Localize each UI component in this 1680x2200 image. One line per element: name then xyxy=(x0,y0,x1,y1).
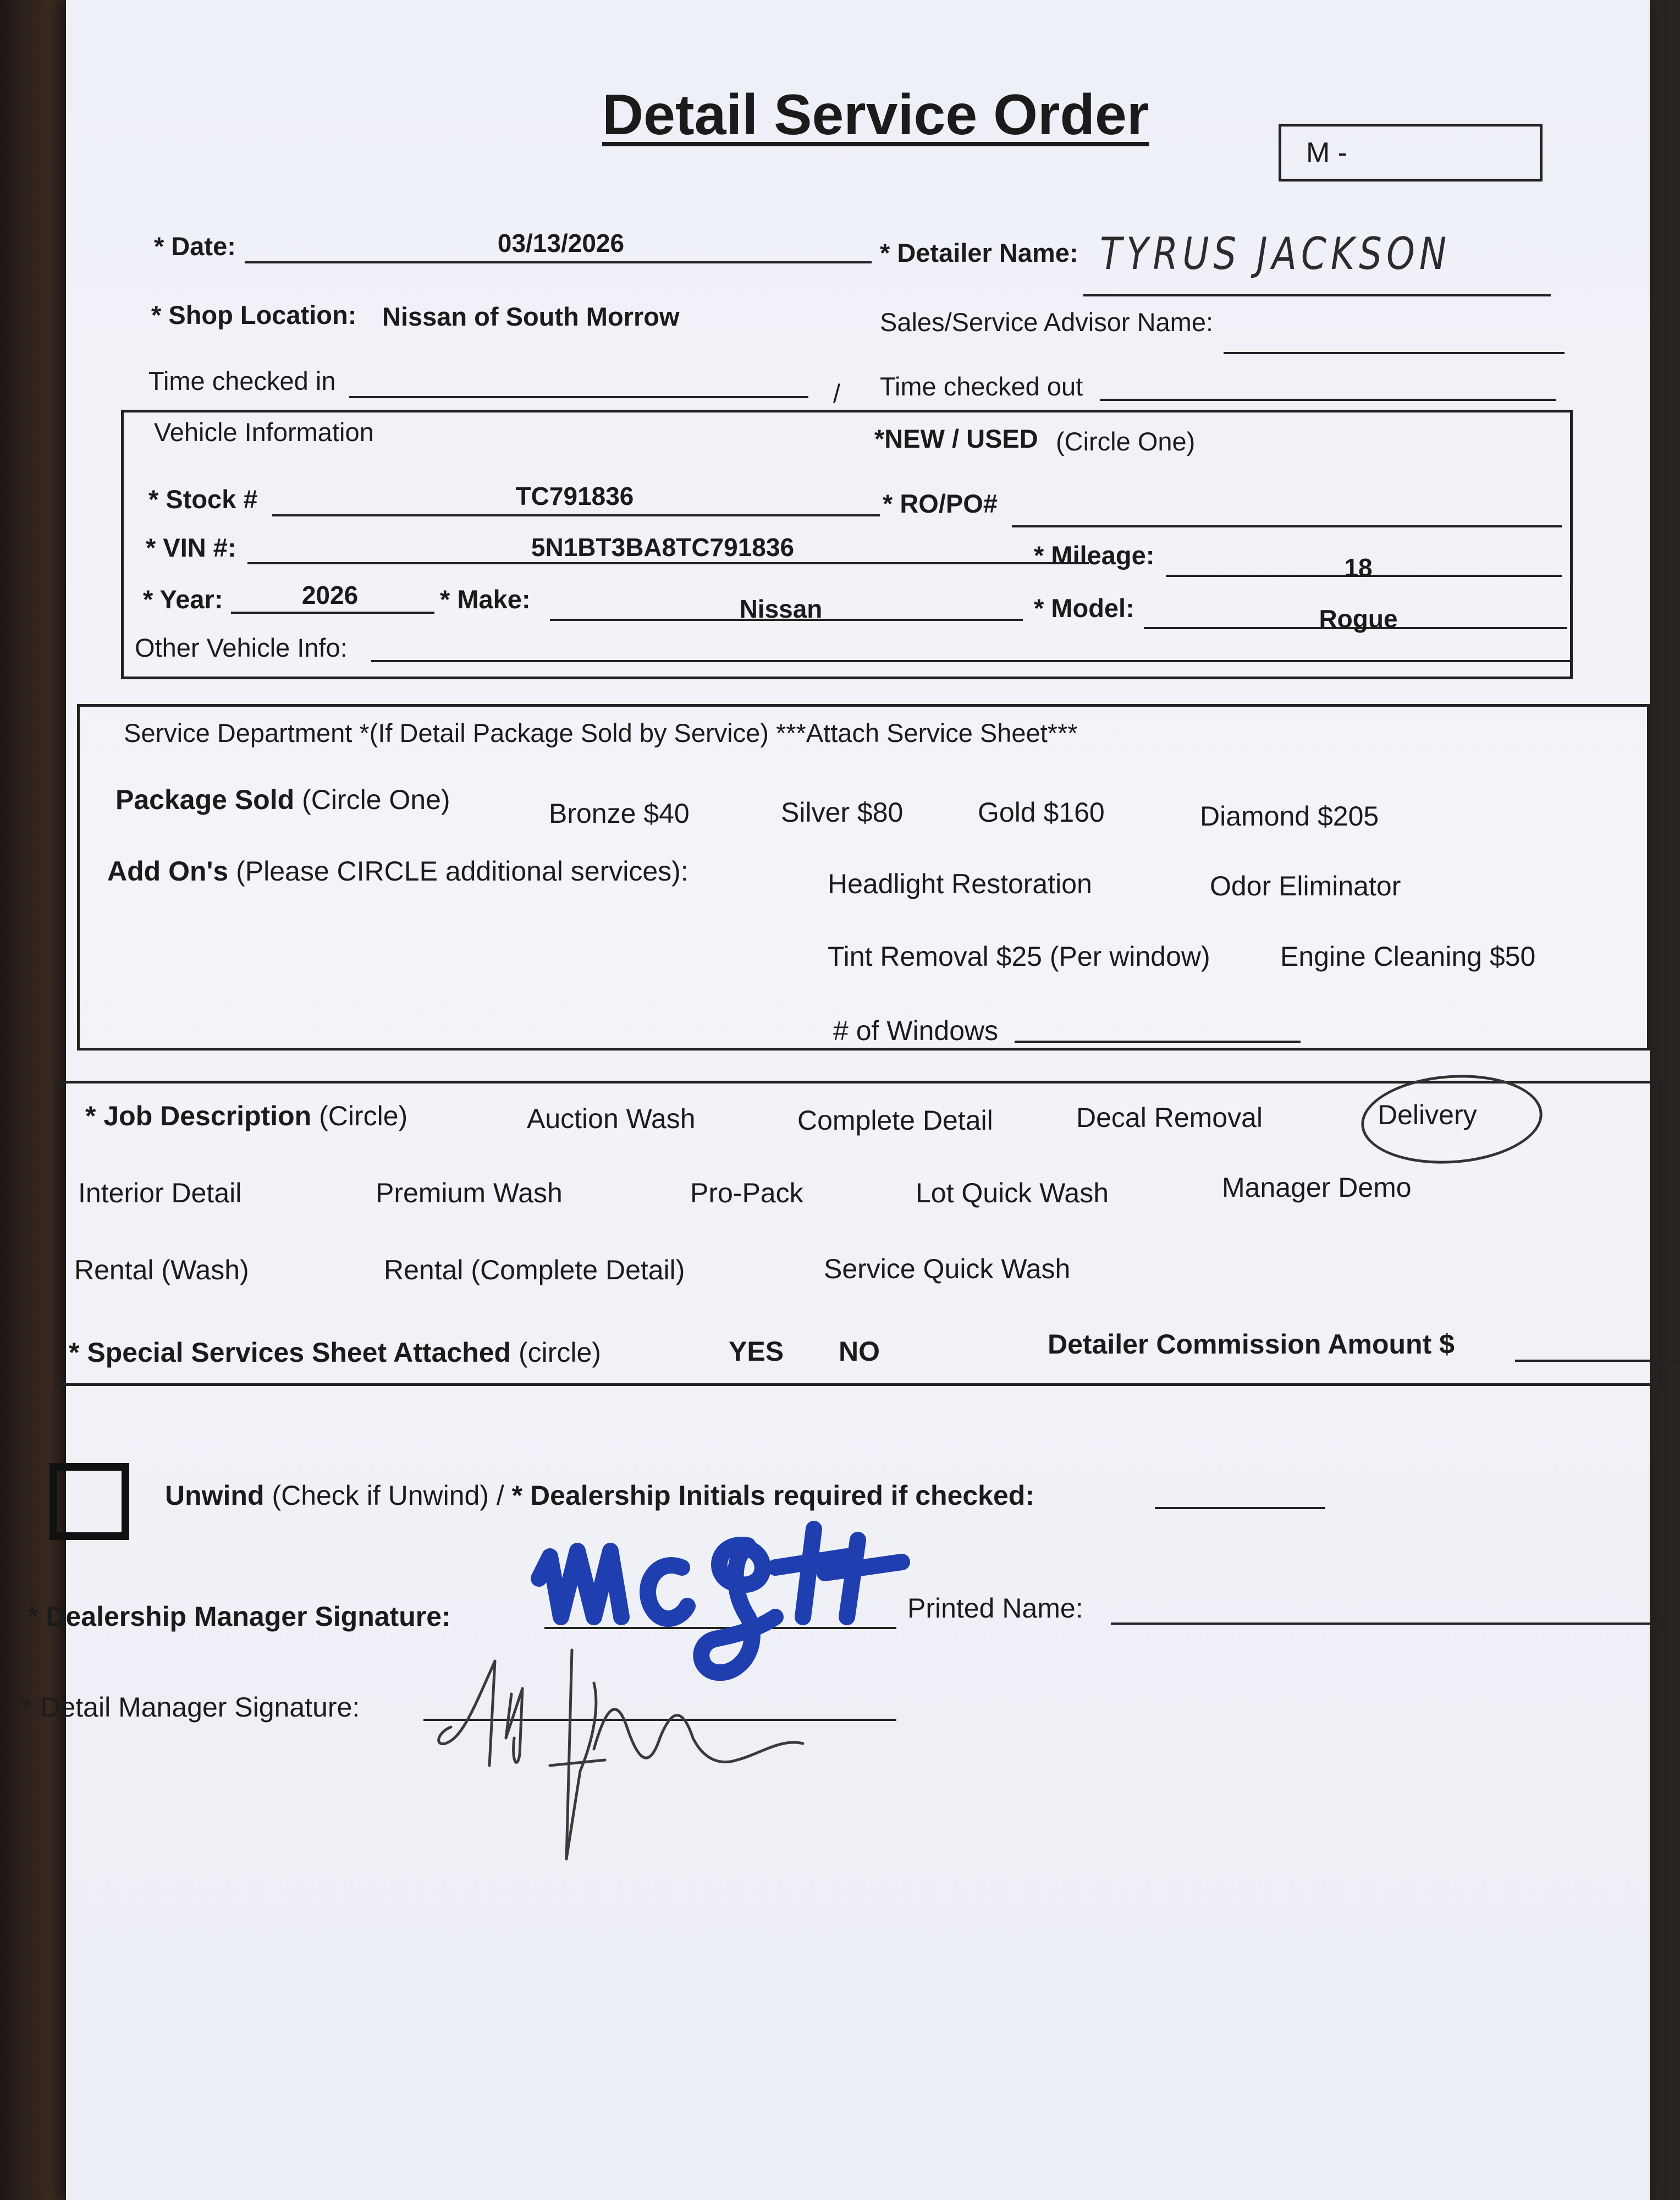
manager-signature-label: * Dealership Manager Signature: xyxy=(27,1601,451,1632)
date-line xyxy=(245,261,872,263)
package-silver[interactable]: Silver $80 xyxy=(781,797,904,828)
job-manager-demo[interactable]: Manager Demo xyxy=(1222,1172,1412,1203)
service-order-paper xyxy=(22,0,1650,2200)
ro-po-label: * RO/PO# xyxy=(883,489,998,518)
vin-line xyxy=(247,562,1089,564)
detail-manager-signature-label: * Detail Manager Signature: xyxy=(22,1692,360,1723)
addon-headlight[interactable]: Headlight Restoration xyxy=(828,868,1092,899)
special-yes[interactable]: YES xyxy=(729,1336,784,1367)
detail-manager-signature xyxy=(429,1628,841,1876)
addon-odor[interactable]: Odor Eliminator xyxy=(1210,871,1401,901)
printed-name-line xyxy=(1111,1623,1661,1625)
addons-text: Add On's xyxy=(107,856,229,887)
job-premium-wash[interactable]: Premium Wash xyxy=(376,1178,563,1208)
package-sold-hint: (Circle One) xyxy=(302,784,450,815)
windows-line xyxy=(1015,1041,1301,1043)
advisor-label: Sales/Service Advisor Name: xyxy=(880,307,1214,337)
job-lot-quick-wash[interactable]: Lot Quick Wash xyxy=(916,1178,1109,1208)
package-gold[interactable]: Gold $160 xyxy=(978,797,1105,828)
time-separator: / xyxy=(833,379,841,408)
unwind-checkbox[interactable] xyxy=(49,1463,129,1540)
model-label: * Model: xyxy=(1034,593,1134,623)
stock-label: * Stock # xyxy=(148,485,258,514)
make-value[interactable]: Nissan xyxy=(739,595,823,623)
vin-value[interactable]: 5N1BT3BA8TC791836 xyxy=(531,533,795,562)
time-in-label: Time checked in xyxy=(148,366,336,395)
other-info-line xyxy=(371,660,1570,662)
time-in-line xyxy=(349,396,808,398)
make-label: * Make: xyxy=(440,585,531,614)
order-number-box[interactable]: M - xyxy=(1279,124,1543,182)
vehicle-section-label: Vehicle Information xyxy=(154,417,374,447)
year-value[interactable]: 2026 xyxy=(301,581,359,609)
job-hint: (Circle) xyxy=(319,1101,408,1131)
job-auction-wash[interactable]: Auction Wash xyxy=(527,1103,696,1134)
ro-po-line xyxy=(1012,525,1562,527)
package-sold-text: Package Sold xyxy=(115,784,295,815)
unwind-hint: (Check if Unwind) / xyxy=(272,1480,512,1511)
stock-value[interactable]: TC791836 xyxy=(515,482,634,510)
special-hint: (circle) xyxy=(518,1337,601,1368)
addons-hint: (Please CIRCLE additional services): xyxy=(236,856,688,887)
package-diamond[interactable]: Diamond $205 xyxy=(1200,801,1379,832)
commission-label: Detailer Commission Amount $ xyxy=(1048,1329,1455,1360)
addons-label xyxy=(107,855,688,887)
advisor-line xyxy=(1224,352,1565,354)
special-no[interactable]: NO xyxy=(839,1336,880,1367)
service-dept-header: Service Department *(If Detail Package Sold by Service) ***Attach Service Sheet*** xyxy=(124,718,1078,747)
addon-engine[interactable]: Engine Cleaning $50 xyxy=(1280,941,1536,972)
job-decal-removal[interactable]: Decal Removal xyxy=(1076,1102,1263,1133)
job-interior-detail[interactable]: Interior Detail xyxy=(78,1178,242,1208)
job-rental-complete[interactable]: Rental (Complete Detail) xyxy=(384,1255,685,1285)
time-out-line xyxy=(1100,399,1556,401)
stock-line xyxy=(272,514,880,516)
job-description-label xyxy=(85,1100,407,1132)
shop-location-label: * Shop Location: xyxy=(151,300,357,329)
detailer-name-label: * Detailer Name: xyxy=(880,238,1078,267)
job-service-quick-wash[interactable]: Service Quick Wash xyxy=(824,1253,1071,1284)
new-used-hint: (Circle One) xyxy=(1056,427,1196,456)
printed-name-label: Printed Name: xyxy=(907,1593,1083,1624)
job-delivery[interactable]: Delivery xyxy=(1378,1099,1477,1130)
date-label: * Date: xyxy=(154,232,236,261)
form-title: Detail Service Order xyxy=(602,83,1149,147)
detailer-name-line xyxy=(1083,294,1551,296)
windows-label: # of Windows xyxy=(833,1015,999,1046)
job-pro-pack[interactable]: Pro-Pack xyxy=(690,1178,803,1208)
new-used-label[interactable]: *NEW / USED xyxy=(874,424,1038,453)
commission-line xyxy=(1515,1360,1680,1362)
vin-label: * VIN #: xyxy=(146,533,236,562)
shop-location-value[interactable]: Nissan of South Morrow xyxy=(382,302,680,331)
job-complete-detail[interactable]: Complete Detail xyxy=(797,1105,993,1136)
special-services-label xyxy=(69,1336,601,1368)
package-sold-label xyxy=(115,784,450,816)
addon-tint[interactable]: Tint Removal $25 (Per window) xyxy=(828,941,1210,972)
special-label-text: * Special Services Sheet Attached xyxy=(69,1337,511,1368)
year-line xyxy=(231,612,434,614)
mileage-label: * Mileage: xyxy=(1034,541,1155,570)
unwind-required: * Dealership Initials required if checked: xyxy=(511,1480,1034,1511)
package-bronze[interactable]: Bronze $40 xyxy=(549,798,690,829)
model-value[interactable]: Rogue xyxy=(1319,604,1398,633)
job-rental-wash[interactable]: Rental (Wash) xyxy=(74,1255,249,1285)
detailer-name-value[interactable]: TYRUS JACKSON xyxy=(1100,228,1451,279)
date-value[interactable]: 03/13/2026 xyxy=(497,229,625,257)
year-label: * Year: xyxy=(143,585,223,614)
job-label-text: * Job Description xyxy=(85,1101,312,1131)
other-info-label: Other Vehicle Info: xyxy=(135,633,348,662)
unwind-text: Unwind xyxy=(165,1480,265,1511)
time-out-label: Time checked out xyxy=(880,372,1083,401)
initials-line xyxy=(1155,1507,1325,1509)
mileage-value[interactable]: 18 xyxy=(1344,553,1373,582)
